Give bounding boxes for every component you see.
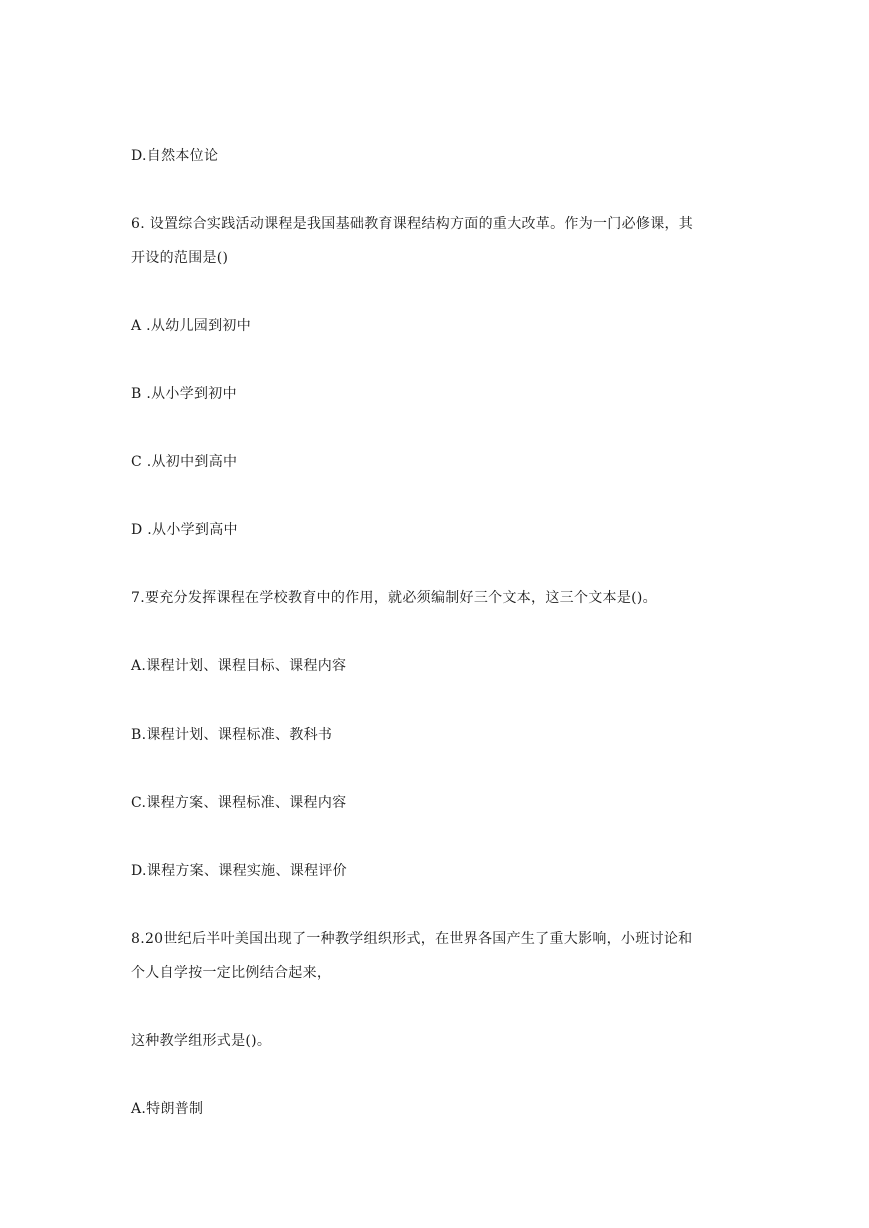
q7-option-d: D.课程方案、课程实施、课程评价 xyxy=(131,863,347,879)
q6-stem-line-2: 开设的范围是() xyxy=(131,250,229,266)
q6-option-a: A .从幼儿园到初中 xyxy=(131,318,252,334)
q7-stem: 7.要充分发挥课程在学校教育中的作用，就必须编制好三个文本，这三个文本是()。 xyxy=(131,590,657,606)
q5-option-d: D.自然本位论 xyxy=(131,148,219,164)
q6-option-c: C .从初中到高中 xyxy=(131,454,238,470)
q7-option-a: A.课程计划、课程目标、课程内容 xyxy=(131,658,347,674)
q8-option-a: A.特朗普制 xyxy=(131,1101,204,1117)
q7-option-b: B.课程计划、课程标准、教科书 xyxy=(131,727,333,743)
q7-option-c: C.课程方案、课程标准、课程内容 xyxy=(131,795,347,811)
q8-stem-line-1: 8.20世纪后半叶美国出现了一种教学组织形式，在世界各国产生了重大影响，小班讨论和 xyxy=(131,931,693,947)
q8-stem-line-3: 这种教学组形式是()。 xyxy=(131,1033,272,1049)
q6-option-d: D .从小学到高中 xyxy=(131,522,238,538)
q8-stem-line-2: 个人自学按一定比例结合起来， xyxy=(131,965,332,981)
q6-stem-line-1: 6. 设置综合实践活动课程是我国基础教育课程结构方面的重大改革。作为一门必修课，其 xyxy=(131,216,694,232)
q6-option-b: B .从小学到初中 xyxy=(131,386,237,402)
